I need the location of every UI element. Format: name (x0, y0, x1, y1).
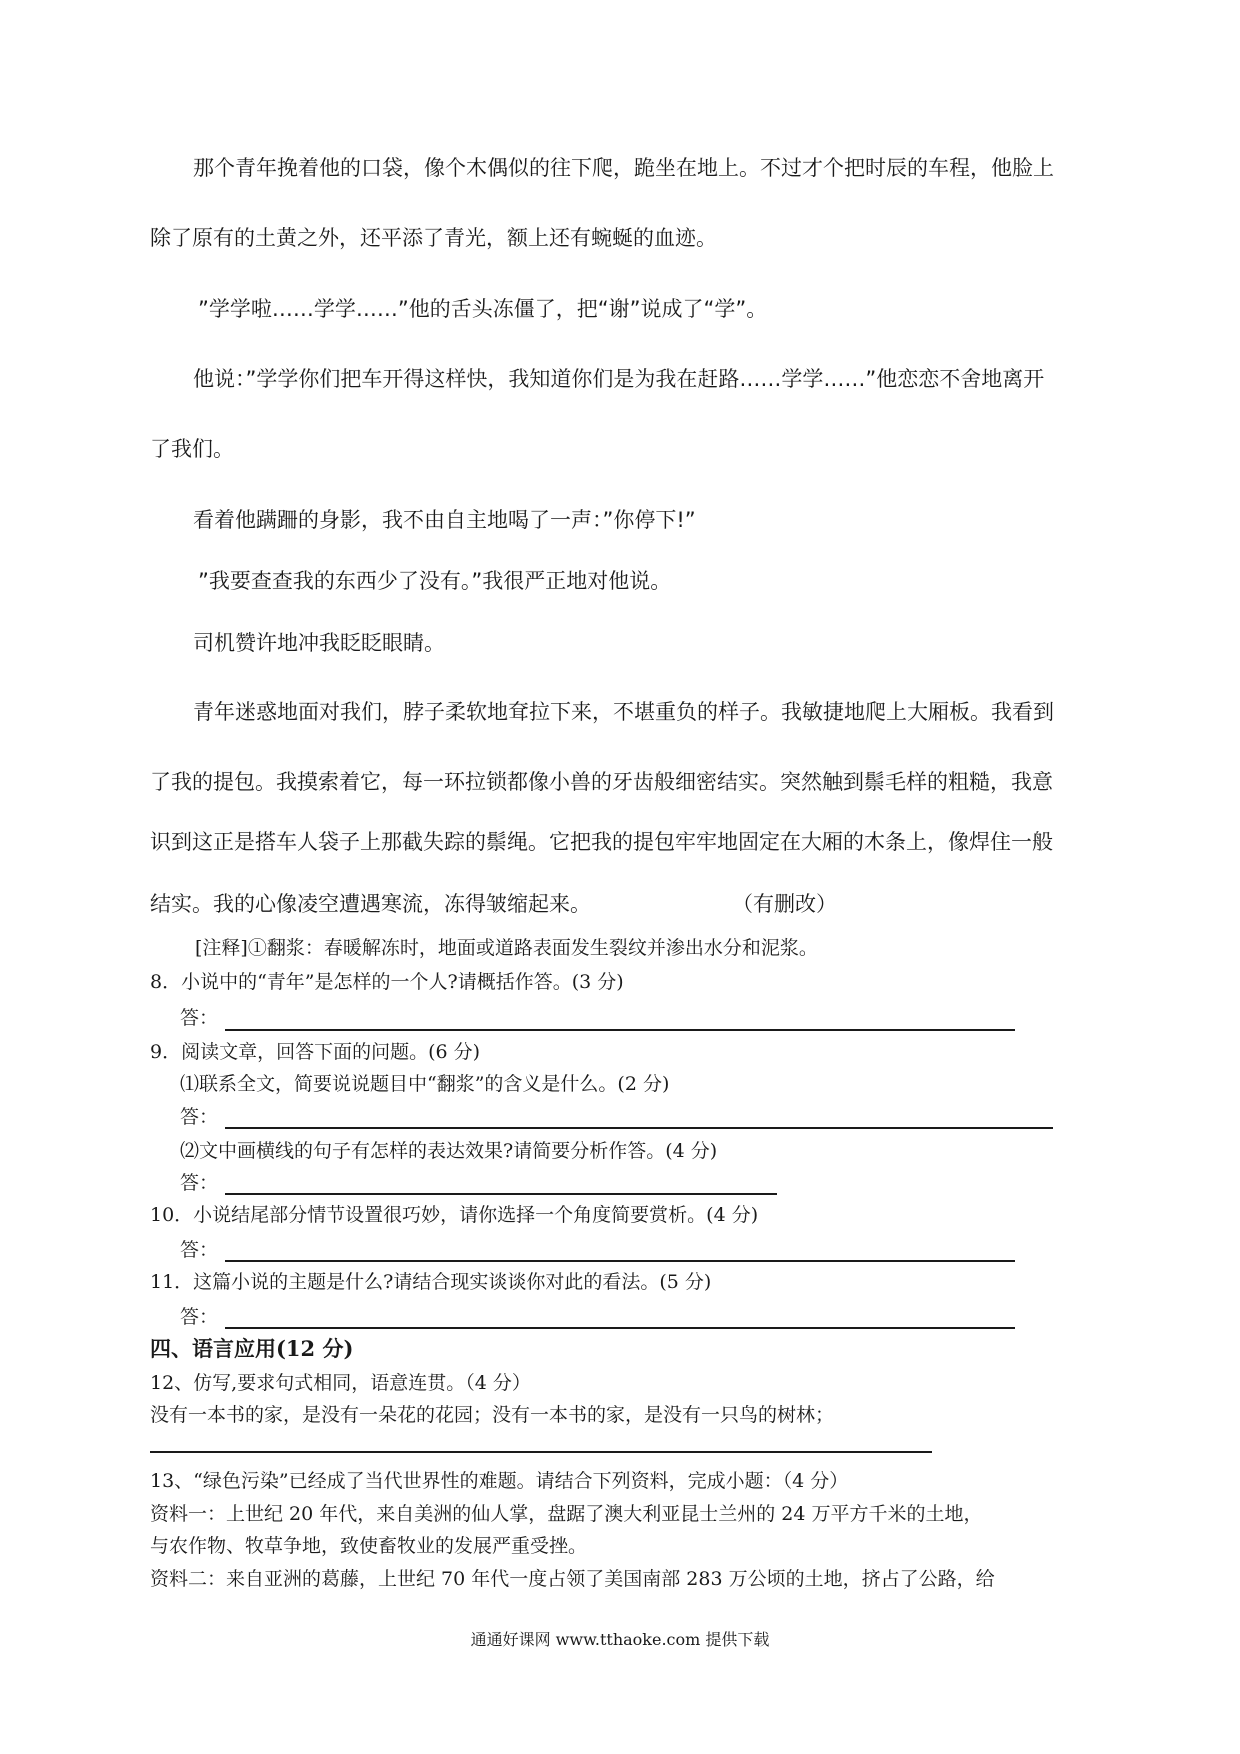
footnote: [注释]①翻浆：春暖解冻时，地面或道路表面发生裂纹并渗出水分和泥浆。 (195, 937, 818, 959)
paragraph-line: 结实。我的心像凌空遭遇寒流，冻得皱缩起来。 (150, 892, 591, 916)
question-12-example: 没有一本书的家，是没有一朵花的花园；没有一本书的家，是没有一只鸟的树林； (150, 1404, 835, 1426)
answer-label: 答： (180, 1007, 219, 1029)
answer-label: 答： (180, 1306, 219, 1328)
answer-line[interactable] (225, 1260, 1015, 1262)
answer-line[interactable] (225, 1029, 1015, 1031)
answer-line[interactable] (225, 1327, 1015, 1329)
question-8: 8．小说中的“青年”是怎样的一个人?请概括作答。(3 分) (150, 971, 624, 993)
question-9: 9．阅读文章，回答下面的问题。(6 分) (150, 1041, 481, 1063)
paragraph-line: 了我们。 (150, 437, 234, 461)
question-11: 11．这篇小说的主题是什么?请结合现实谈谈你对此的看法。(5 分) (150, 1271, 712, 1293)
material-line: 资料一：上世纪 20 年代，来自美洲的仙人掌，盘踞了澳大利亚昆士兰州的 24 万平方千米的土地， (150, 1503, 983, 1525)
source-note: （有删改） (732, 892, 837, 916)
paragraph-line: 看着他蹒跚的身影，我不由自主地喝了一声：”你停下!” (193, 508, 696, 532)
paragraph-line: ”我要查查我的东西少了没有。”我很严正地对他说。 (198, 569, 672, 593)
answer-line[interactable] (225, 1127, 1053, 1129)
paragraph-line: 那个青年挽着他的口袋，像个木偶似的往下爬，跪坐在地上。不过才个把时辰的车程，他脸上 (193, 156, 1054, 180)
paragraph-line: ”学学啦……学学……”他的舌头冻僵了，把“谢”说成了“学”。 (198, 297, 768, 321)
question-12: 12、仿写,要求句式相同，语意连贯。（4 分） (150, 1372, 531, 1394)
answer-label: 答： (180, 1106, 219, 1128)
paragraph-line: 识到这正是搭车人袋子上那截失踪的鬃绳。它把我的提包牢牢地固定在大厢的木条上，像焊住一般 (150, 830, 1053, 854)
page-footer: 通通好课网 www.tthaoke.com 提供下载 (470, 1630, 770, 1649)
material-line: 与农作物、牧草争地，致使畜牧业的发展严重受挫。 (150, 1535, 588, 1557)
question-9-1: ⑴联系全文，简要说说题目中“翻浆”的含义是什么。(2 分) (180, 1073, 670, 1095)
question-13: 13、“绿色污染”已经成了当代世界性的难题。请结合下列资料，完成小题：（4 分） (150, 1470, 849, 1492)
paragraph-line: 除了原有的土黄之外，还平添了青光，额上还有蜿蜒的血迹。 (150, 226, 717, 250)
answer-line[interactable] (225, 1193, 777, 1195)
material-line: 资料二：来自亚洲的葛藤，上世纪 70 年代一度占领了美国南部 283 万公顷的土地，挤占了公路，给 (150, 1568, 995, 1590)
question-9-2: ⑵文中画横线的句子有怎样的表达效果?请简要分析作答。(4 分) (180, 1140, 718, 1162)
paragraph-line: 他说：”学学你们把车开得这样快，我知道你们是为我在赶路……学学……”他恋恋不舍地离开 (193, 367, 1045, 391)
answer-label: 答： (180, 1239, 219, 1261)
paragraph-line: 青年迷惑地面对我们，脖子柔软地耷拉下来，不堪重负的样子。我敏捷地爬上大厢板。我看到 (193, 700, 1054, 724)
question-10: 10．小说结尾部分情节设置很巧妙，请你选择一个角度简要赏析。(4 分) (150, 1204, 759, 1226)
paragraph-line: 司机赞许地冲我眨眨眼睛。 (193, 631, 445, 655)
paragraph-line: 了我的提包。我摸索着它，每一环拉锁都像小兽的牙齿般细密结实。突然触到鬃毛样的粗糙，我意 (150, 770, 1053, 794)
answer-label: 答： (180, 1172, 219, 1194)
section-heading: 四、语言应用(12 分) (150, 1336, 354, 1361)
answer-line[interactable] (150, 1451, 932, 1453)
